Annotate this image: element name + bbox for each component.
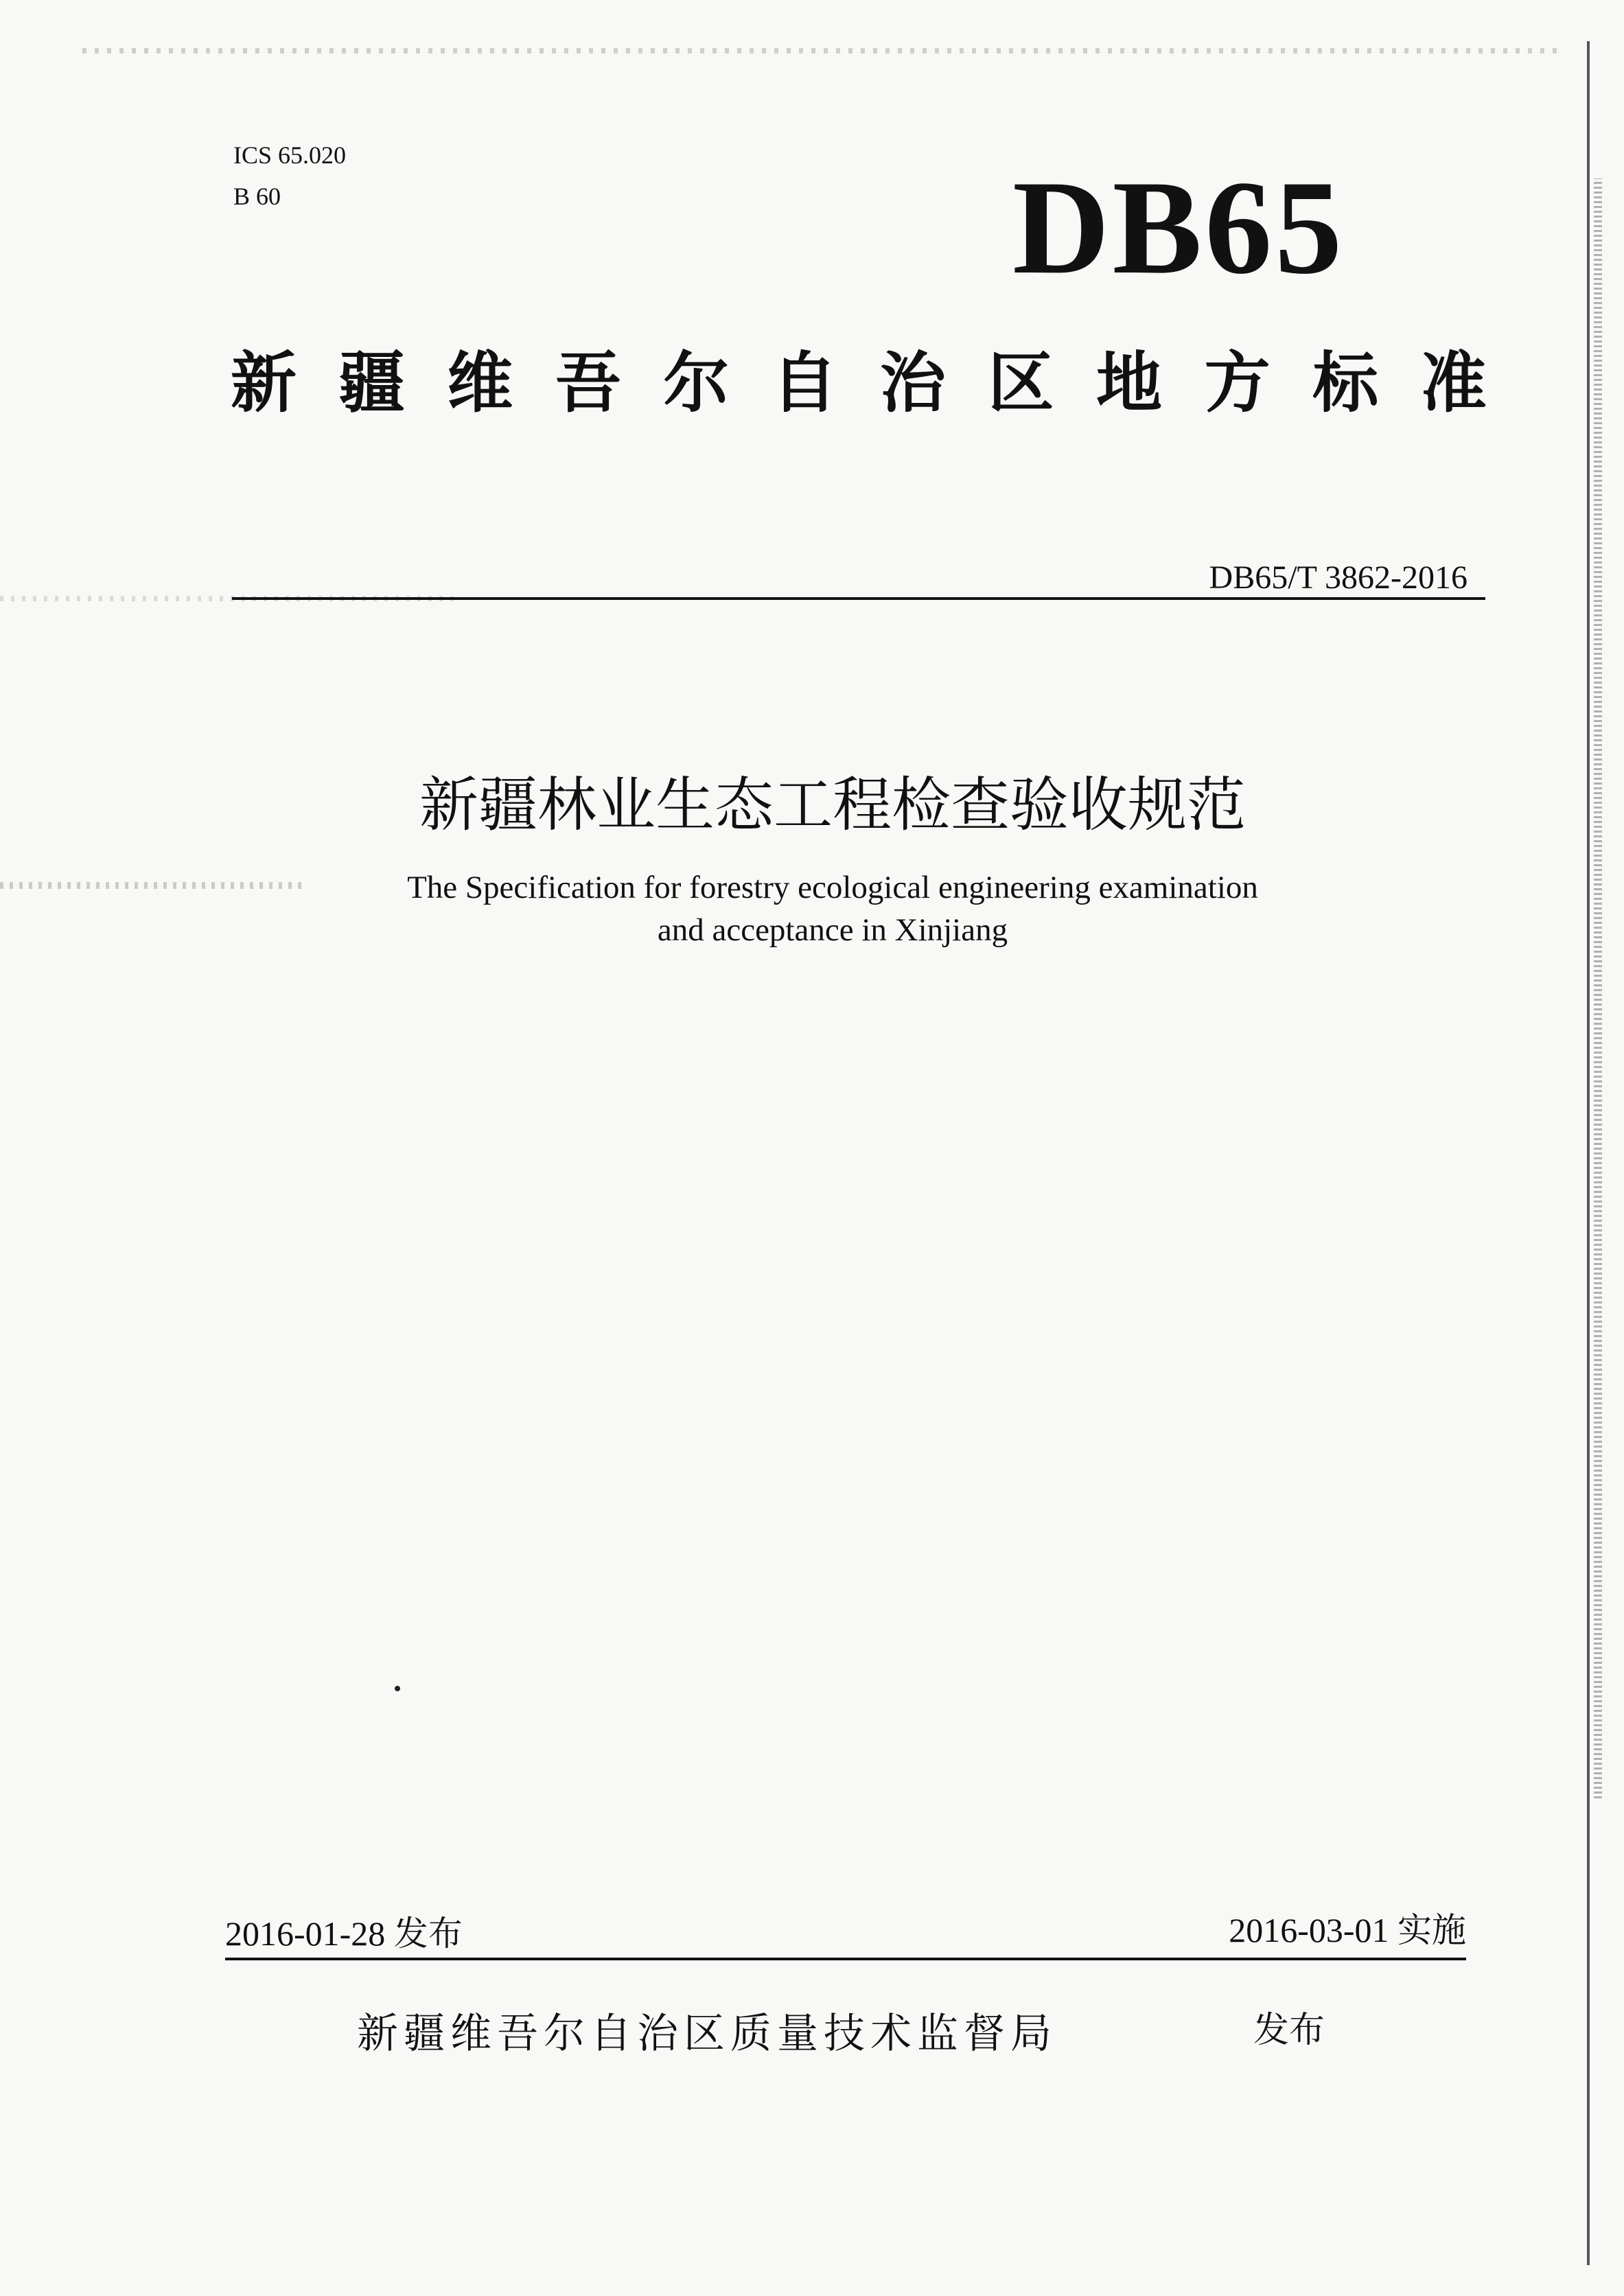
heading-char: 标 (1312, 345, 1379, 421)
english-title-line: The Specification for forestry ecological engineering examination (407, 870, 1258, 905)
scan-artifact-top (82, 48, 1558, 54)
scan-speck (395, 1686, 400, 1691)
ccs-code: B 60 (233, 183, 281, 210)
implementation-date: 2016-03-01 实施 (1229, 1911, 1466, 1949)
heading-char: 疆 (338, 345, 405, 421)
heading-char: 方 (1204, 345, 1271, 421)
heading-char: 准 (1420, 345, 1487, 421)
divider-bottom (225, 1958, 1466, 1960)
ics-code: ICS 65.020 (233, 141, 347, 169)
heading-char: 新 (231, 345, 297, 421)
heading-char: 自 (772, 345, 838, 421)
heading-char: 吾 (555, 345, 621, 421)
divider-top (232, 597, 1485, 600)
english-title-line: and acceptance in Xinjiang (657, 912, 1008, 948)
scan-artifact-right-edge (1587, 41, 1590, 2265)
document-title-chinese: 新疆林业生态工程检查验收规范 (419, 771, 1246, 839)
heading-char: 区 (988, 345, 1054, 421)
issuer-action: 发布 (1253, 2010, 1325, 2051)
standard-logo: DB65 (1012, 153, 1345, 302)
heading-char: 尔 (663, 345, 730, 421)
document-title-english (0, 866, 1624, 951)
issuing-authority: 新疆维吾尔自治区质量技术监督局 (357, 2010, 1057, 2058)
heading-char: 治 (879, 345, 946, 421)
publish-date: 2016-01-28 发布 (225, 1914, 463, 1953)
classification-codes (233, 135, 346, 217)
scan-artifact-right-band (1594, 178, 1602, 1798)
standard-type-heading (231, 342, 1487, 424)
standard-number: DB65/T 3862-2016 (1209, 559, 1468, 596)
heading-char: 地 (1096, 345, 1162, 421)
heading-char: 维 (447, 345, 513, 421)
